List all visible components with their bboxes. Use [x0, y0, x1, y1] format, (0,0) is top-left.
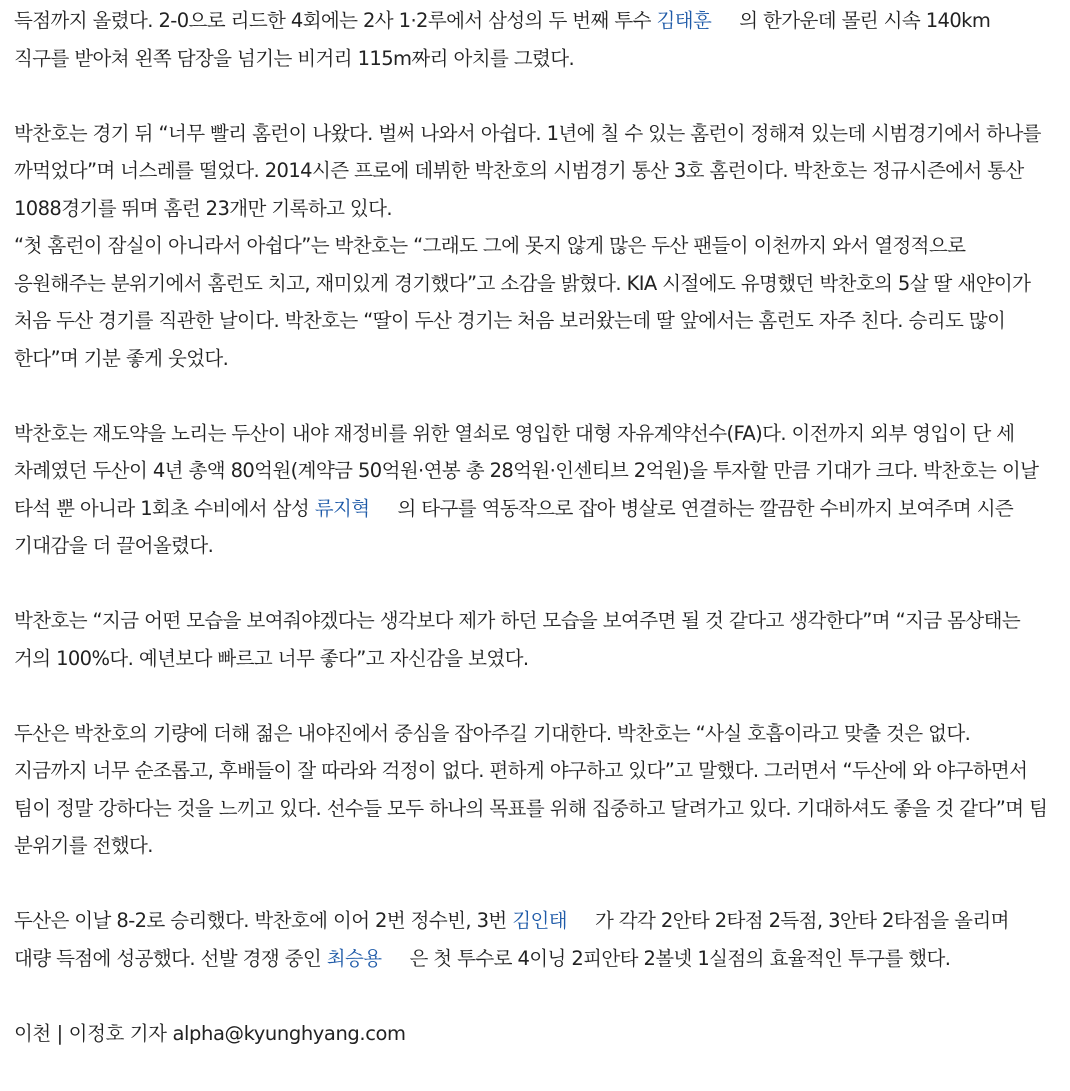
paragraph-3: “첫 홈런이 잠실이 아니라서 아쉽다”는 박찬호는 “그래도 그에 못지 않게 많은 두산 팬들이 이천까지 와서 열정적으로 응원해주는 분위기에서 홈런도 치고, 재미있게 경기했다”고 소감을 밝혔다. KIA 시절에도 유명했던 박찬호의 5살 딸 새얀이가 처음 두산 경기를 직관한 날이다. 박찬호는 “딸이 두산 경기는 처음 보러왔는데 딸 앞에서는 홈런도 자주 친다. 승리도 많이 한다”며 기분 좋게 웃었다.	[14, 234, 1031, 370]
paragraph-7-text-b: 가 각각 2안타 2타점 2득점, 3안타 2타점을 올리며 대량 득점에 성공했다. 선발 경쟁 중인	[14, 909, 1009, 970]
paragraph-5: 박찬호는 “지금 어떤 모습을 보여줘야겠다는 생각보다 제가 하던 모습을 보여주면 될 것 같다고 생각한다”며 “지금 몸상태는 거의 100%다. 예년보다 빠르고 너무 좋다”고 자신감을 보였다.	[14, 609, 1021, 670]
player-link-kim-intae[interactable]: 김인태	[512, 909, 567, 932]
paragraph-6: 두산은 박찬호의 기량에 더해 젊은 내야진에서 중심을 잡아주길 기대한다. 박찬호는 “사실 호흡이라고 맞출 것은 없다. 지금까지 너무 순조롭고, 후배들이 잘 따라와 걱정이 없다. 편하게 야구하고 있다”고 말했다. 그러면서 “두산에 와 야구하면서 팀이 정말 강하다는 것을 느끼고 있다. 선수들 모두 하나의 목표를 위해 집중하고 달려가고 있다. 기대하셔도 좋을 것 같다”며 팀 분위기를 전했다.	[14, 721, 1048, 857]
paragraph-1	[14, 2, 1048, 77]
paragraph-1-text-a: 득점까지 올렸다. 2-0으로 리드한 4회에는 2사 1·2루에서 삼성의 두 번째 투수	[14, 9, 657, 32]
player-link-ryu-jihyuk[interactable]: 류지혁	[314, 496, 370, 520]
paragraph-2: 박찬호는 경기 뒤 “너무 빨리 홈런이 나왔다. 벌써 나와서 아쉽다. 1년에 칠 수 있는 홈런이 정해져 있는데 시범경기에서 하나를 까먹었다”며 너스레를 떨었다. 2014시즌 프로에 데뷔한 박찬호의 시범경기 통산 3호 홈런이다. 박찬호는 정규시즌에서 통산 1088경기를 뛰며 홈런 23개만 기록하고 있다.	[14, 121, 1041, 220]
paragraph-4	[14, 415, 1048, 565]
player-link-choi-seungyong[interactable]: 최승용	[326, 946, 382, 970]
paragraph-7-text-a: 두산은 이날 8-2로 승리했다. 박찬호에 이어 2번 정수빈, 3번	[14, 909, 513, 932]
paragraph-7-text-c: 은 첫 투수로 4이닝 2피안타 2볼넷 1실점의 효율적인 투구를 했다.	[409, 946, 951, 970]
paragraph-4-text-a: 박찬호는 재도약을 노리는 두산이 내야 재정비를 위한 열쇠로 영입한 대형 자유계약선수(FA)다. 이전까지 외부 영입이 단 세 차례였던 두산이 4년 총액 80억원(계약금 50억원·연봉 총 28억원·인센티브 2억원)을 투자할 만큼 기대가 크다. 박찬호는 이날 타석 뿐 아니라 1회초 수비에서 삼성	[14, 421, 1039, 520]
player-link-kim-taehoon[interactable]: 김태훈	[656, 9, 712, 32]
byline-prefix: 이천 | 이정호 기자	[14, 1021, 173, 1045]
paragraph-4-text-b: 의 타구를 역동작으로 잡아 병살로 연결하는 깔끔한 수비까지 보여주며 시즌 기대감을 더 끌어올렸다.	[14, 496, 1014, 557]
paragraph-7	[14, 902, 1048, 977]
byline	[14, 1015, 1048, 1053]
paragraph-1-text-b: 의 한가운데 몰린 시속 140km 직구를 받아쳐 왼쪽 담장을 넘기는 비거리 115m짜리 아치를 그렸다.	[14, 9, 991, 70]
reporter-email-link[interactable]: alpha@kyunghyang.com	[172, 1021, 406, 1045]
